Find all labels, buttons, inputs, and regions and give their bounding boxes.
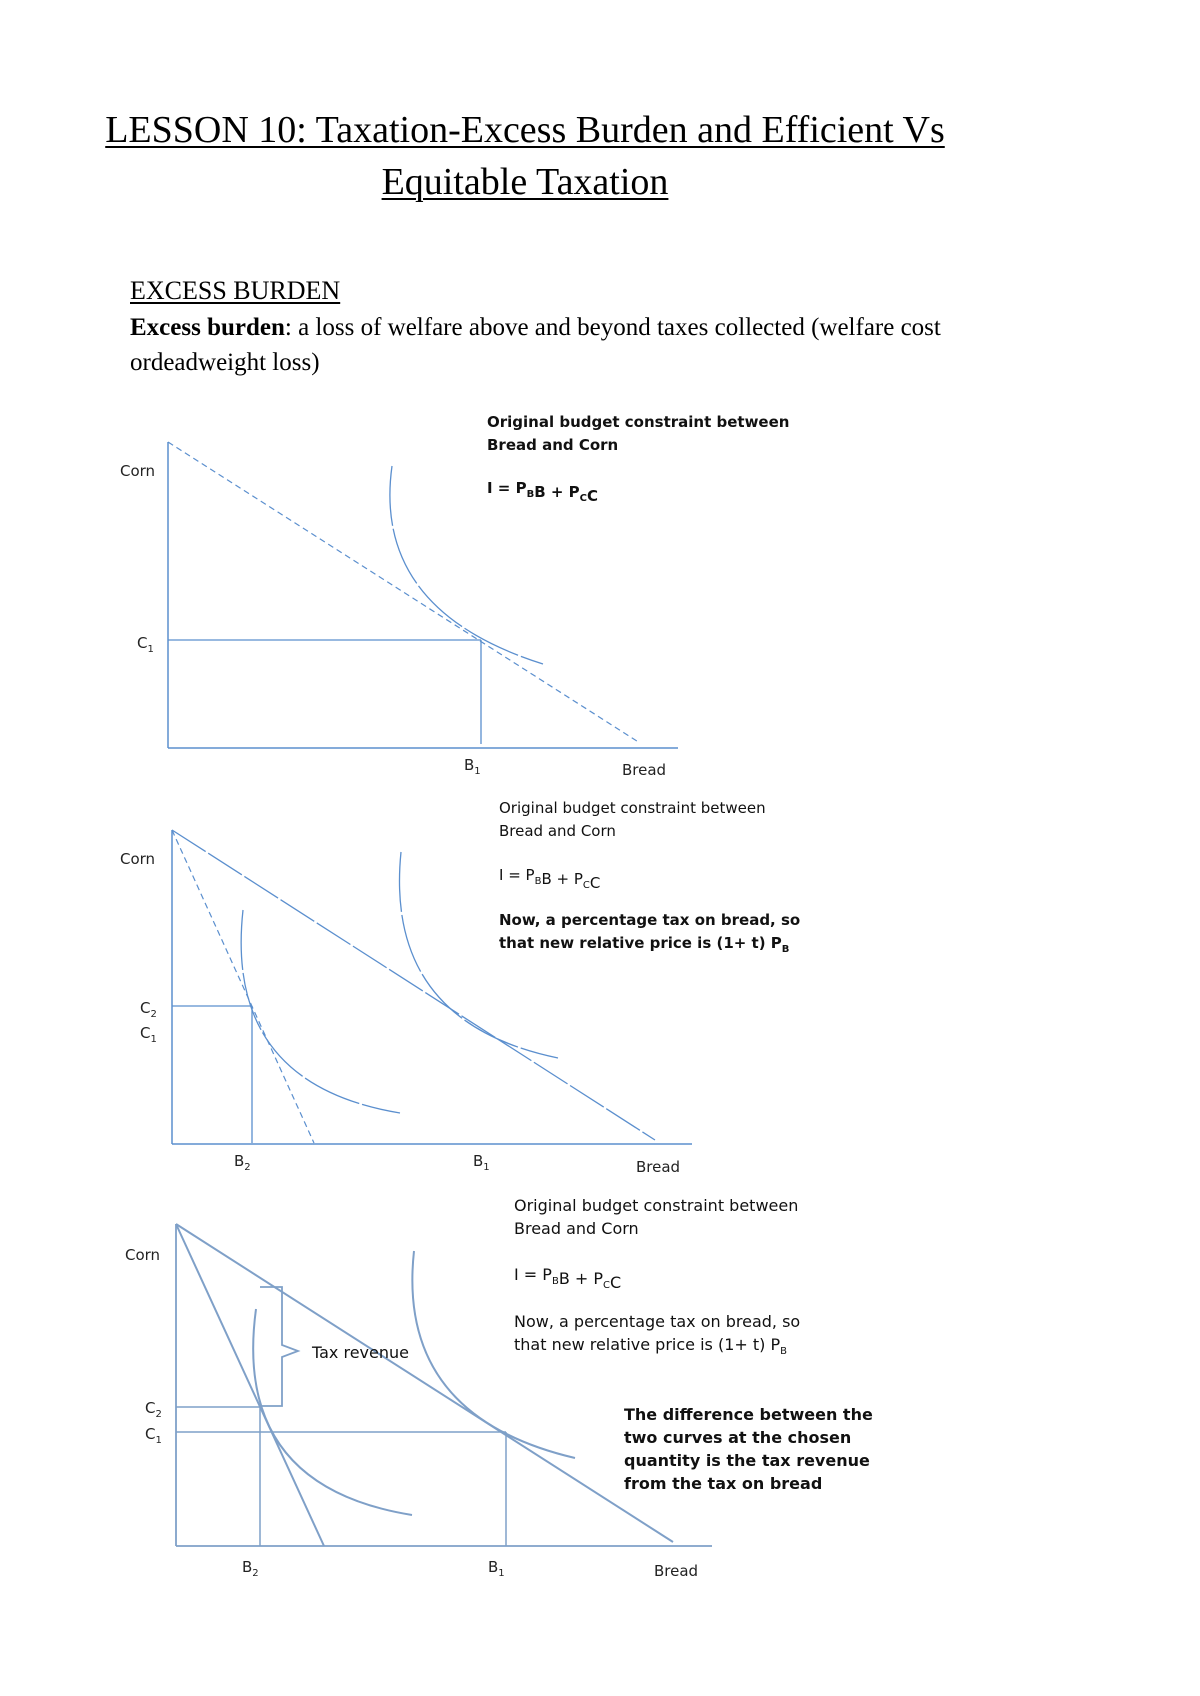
fig3-difference-note-line2: two curves at the chosen [624,1428,852,1447]
fig3-tax-revenue-brace [260,1287,298,1406]
fig2-tick-b1: $B_1$ [473,1152,490,1173]
section-heading: EXCESS BURDEN [130,276,341,305]
fig3-new-indifference-curve [253,1309,412,1515]
fig3-tick-b1: $B_1$ [488,1558,505,1579]
fig1-tick-c1: $C_1$ [137,634,154,655]
figure-1-budget-constraint [0,400,1200,790]
fig3-tick-c1: $C_1$ [145,1425,162,1446]
fig2-tick-b2: $B_2$ [234,1152,251,1173]
fig2-x-label: Bread [636,1158,681,1176]
fig3-tick-c2: $C_2$ [145,1399,162,1420]
title-line-1: LESSON 10: Taxation-Excess Burden and Efficient Vs [105,109,945,151]
definition-text: : a loss of welfare above and beyond taxes collected (welfare cost ordeadweight loss) [130,314,941,376]
fig2-equation: $I = P_BB + P_CC$ [499,866,601,892]
fig3-brace-label: Tax revenue [312,1343,409,1362]
fig3-x-label: Bread [654,1562,699,1580]
fig1-x-label: Bread [622,761,667,779]
fig2-note-line2: Bread and Corn [499,822,616,840]
figure-2-tax-on-bread [0,790,1200,1180]
figure-2-svg [0,790,1200,1180]
fig1-y-label: Corn [120,462,156,480]
title-line-2: Equitable Taxation [381,161,669,203]
fig2-tax-note-line1: Now, a percentage tax on bread, so [499,911,801,929]
figure-1-svg [0,400,1200,790]
fig3-tax-note-line2: that new relative price is (1+ t) $P_B$ [514,1335,787,1357]
fig2-new-indifference-curve [241,910,400,1113]
fig3-difference-note-line3: quantity is the tax revenue [624,1451,870,1470]
fig3-difference-note-line1: The difference between the [624,1405,873,1424]
fig2-y-label: Corn [120,850,156,868]
fig1-note-line2: Bread and Corn [487,436,619,454]
fig2-tax-note-line2: that new relative price is (1+ t) $P_B$ [499,934,790,955]
fig3-note-line1: Original budget constraint between [514,1196,799,1215]
fig2-taxed-budget-line [172,830,314,1143]
fig3-y-label: Corn [125,1246,161,1264]
fig3-note-line2: Bread and Corn [514,1219,639,1238]
fig3-equation: $I = P_BB + P_CC$ [514,1265,622,1292]
figure-3-svg [0,1180,1200,1600]
definition-paragraph [130,310,1060,380]
fig2-tick-c2: $C_2$ [140,999,157,1020]
fig3-difference-note-line4: from the tax on bread [624,1474,823,1493]
fig2-note-line1: Original budget constraint between [499,799,766,817]
fig3-tax-note-line1: Now, a percentage tax on bread, so [514,1312,801,1331]
figure-3-tax-revenue [0,1180,1200,1600]
definition-term: Excess burden [130,314,285,341]
fig2-tick-c1: $C_1$ [140,1024,157,1045]
fig1-equation: $I = P_BB + P_CC$ [487,479,599,505]
fig3-tick-b2: $B_2$ [242,1558,259,1579]
fig1-tick-b1: $B_1$ [464,756,481,777]
fig1-note-line1: Original budget constraint between [487,413,790,431]
